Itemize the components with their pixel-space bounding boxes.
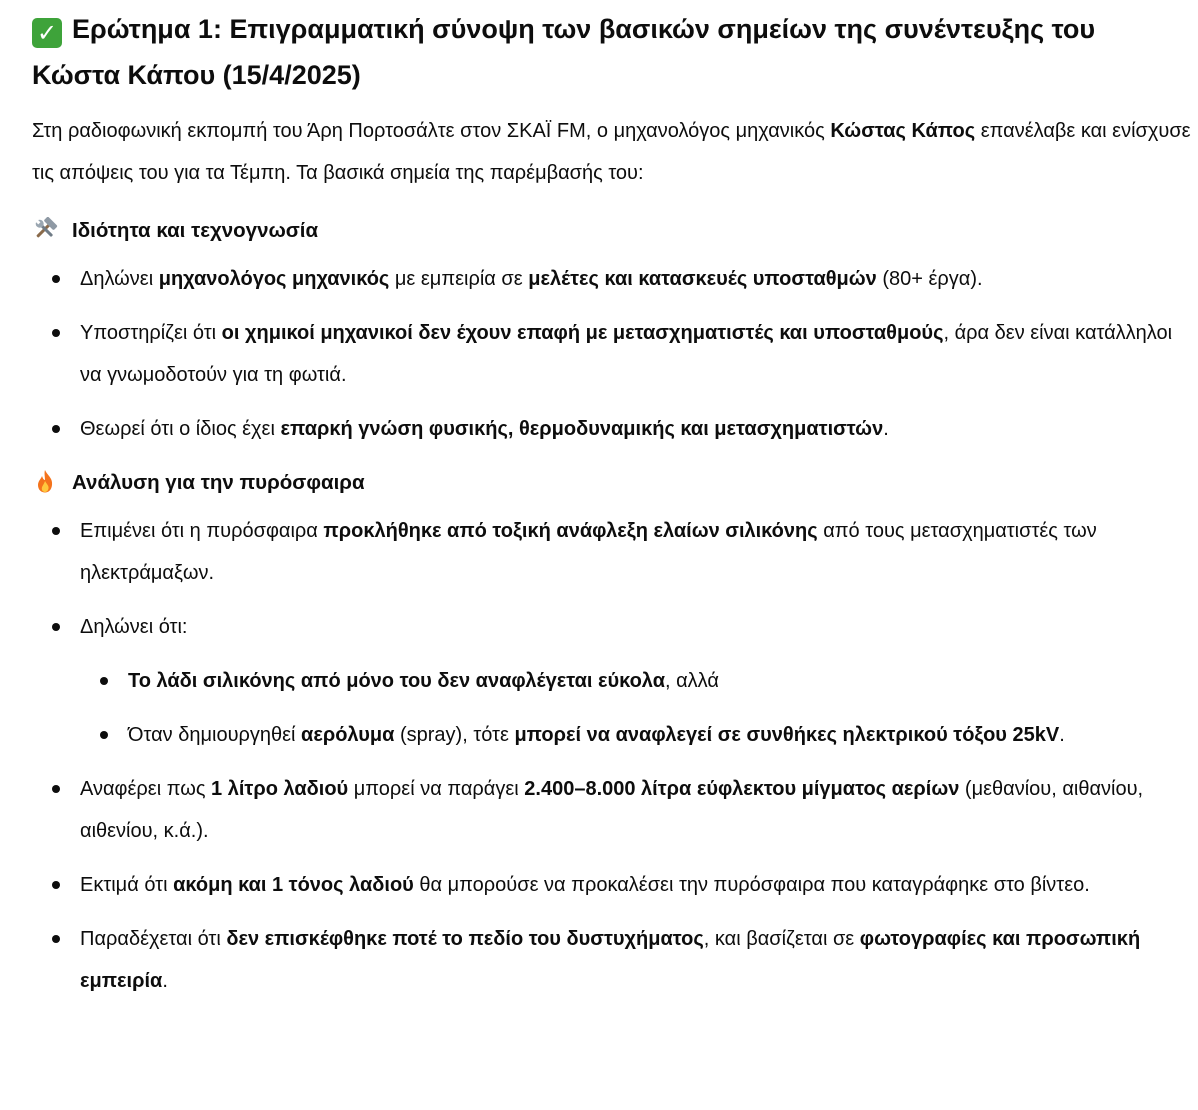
item-text: Θεωρεί ότι ο ίδιος έχει <box>80 418 281 440</box>
nested-list <box>80 660 1180 756</box>
item-bold: δεν επισκέφθηκε ποτέ το πεδίο του δυστυχήματος <box>226 928 704 950</box>
section-heading-expertise <box>32 216 1198 246</box>
nested-list-item <box>80 714 1180 756</box>
item-text: (80+ έργα). <box>876 268 983 290</box>
nested-list-item <box>80 660 1180 702</box>
expertise-list <box>32 258 1198 450</box>
item-text: μπορεί να παράγει <box>348 778 525 800</box>
section-heading-fireball <box>32 468 1198 498</box>
intro-paragraph <box>32 110 1192 194</box>
intro-text-1: Στη ραδιοφωνική εκπομπή του Άρη Πορτοσάλτε στον ΣΚΑΪ FM, ο μηχανολόγος μηχανικός <box>32 120 831 142</box>
item-text: (spray), τότε <box>394 724 515 746</box>
item-bold: μελέτες και κατασκευές υποσταθμών <box>528 268 877 290</box>
item-text: . <box>162 970 168 992</box>
list-item <box>32 606 1180 756</box>
fireball-list <box>32 510 1198 1002</box>
item-bold: φωτογραφίες και προσωπική εμπειρία <box>80 928 1141 992</box>
item-bold: μηχανολόγος μηχανικός <box>158 268 390 290</box>
section-heading-text: Ανάλυση για την πυρόσφαιρα <box>72 471 365 494</box>
item-bold: αερόλυμα <box>301 724 395 746</box>
item-bold: 2.400–8.000 λίτρα εύφλεκτου μίγματος αερίων <box>524 778 960 800</box>
item-text: Δηλώνει <box>80 268 159 290</box>
list-item <box>32 918 1180 1002</box>
fire-icon <box>32 469 58 493</box>
item-text: . <box>883 418 889 440</box>
question-heading <box>32 0 1172 98</box>
item-text: , και βασίζεται σε <box>703 928 860 950</box>
item-bold: μπορεί να αναφλεγεί σε συνθήκες ηλεκτρικού τόξου 25kV <box>514 724 1060 746</box>
item-bold: οι χημικοί μηχανικοί δεν έχουν επαφή με μετασχηματιστές και υποσταθμούς <box>221 322 944 344</box>
item-text: Εκτιμά ότι <box>80 874 174 896</box>
list-item <box>32 312 1180 396</box>
question-heading-text: Ερώτημα 1: Επιγραμματική σύνοψη των βασικών σημείων της συνέντευξης του Κώστα Κάπου (15/4/2025) <box>32 14 1096 90</box>
item-text: (μεθανίου, αιθανίου, αιθενίου, κ.ά.). <box>80 778 1144 842</box>
item-text: . <box>1059 724 1065 746</box>
list-item <box>32 510 1180 594</box>
list-item <box>32 864 1180 906</box>
item-text: Επιμένει ότι η πυρόσφαιρα <box>80 520 324 542</box>
section-heading-text: Ιδιότητα και τεχνογνωσία <box>72 219 319 242</box>
item-bold: προκλήθηκε από τοξική ανάφλεξη ελαίων σιλικόνης <box>323 520 818 542</box>
item-text: Δηλώνει ότι: <box>80 616 188 638</box>
item-text: θα μπορούσε να προκαλέσει την πυρόσφαιρα που καταγράφηκε στο βίντεο. <box>413 874 1090 896</box>
item-text: Υποστηρίζει ότι <box>80 322 222 344</box>
item-text: , άρα δεν είναι κατάλληλοι να γνωμοδοτούν για τη φωτιά. <box>80 322 1173 386</box>
item-text: με εμπειρία σε <box>389 268 529 290</box>
check-mark-icon: ✓ <box>32 18 62 48</box>
intro-text-2: επανέλαβε και ενίσχυσε τις απόψεις του για τα Τέμπη. Τα βασικά σημεία της παρέμβασής του: <box>32 120 1191 184</box>
item-text: Όταν δημιουργηθεί <box>128 724 302 746</box>
item-text: , αλλά <box>664 670 719 692</box>
item-bold: Το λάδι σιλικόνης από μόνο του δεν αναφλέγεται εύκολα <box>128 670 665 692</box>
item-text: Παραδέχεται ότι <box>80 928 227 950</box>
item-text: από τους μετασχηματιστές των ηλεκτράμαξων. <box>80 520 1097 584</box>
intro-bold-name: Κώστας Κάπος <box>830 120 976 142</box>
item-bold: επαρκή γνώση φυσικής, θερμοδυναμικής και μετασχηματιστών <box>280 418 884 440</box>
list-item <box>32 408 1180 450</box>
list-item <box>32 258 1180 300</box>
item-text: Αναφέρει πως <box>80 778 212 800</box>
list-item <box>32 768 1180 852</box>
item-bold: 1 λίτρο λαδιού <box>211 778 349 800</box>
item-bold: ακόμη και 1 τόνος λαδιού <box>173 874 414 896</box>
hammer-and-wrench-icon <box>32 217 58 241</box>
